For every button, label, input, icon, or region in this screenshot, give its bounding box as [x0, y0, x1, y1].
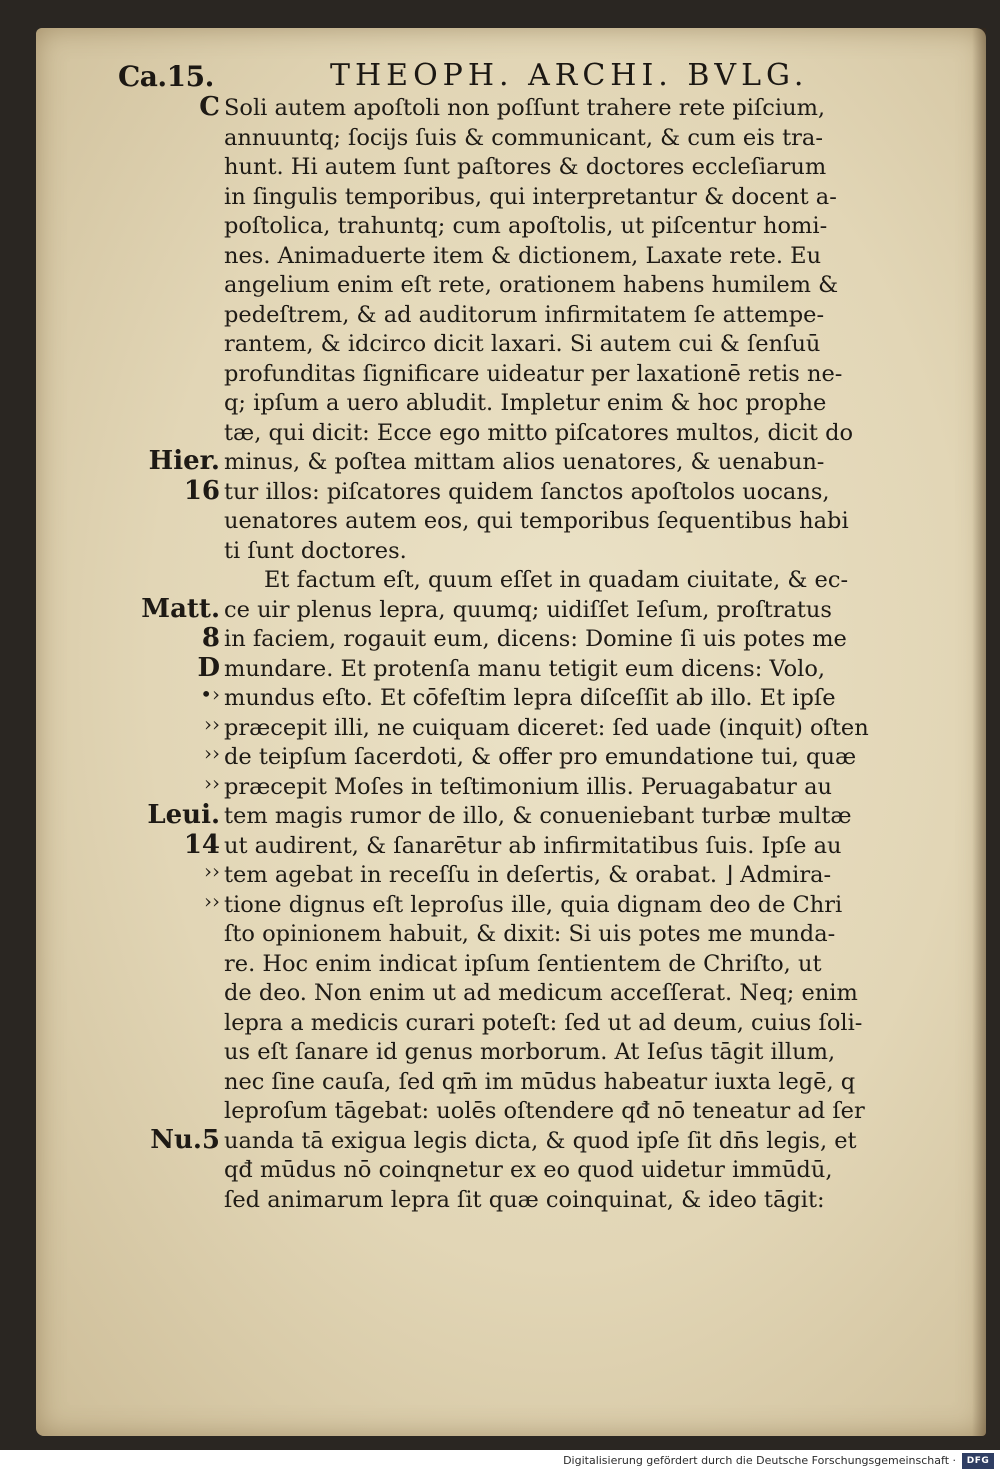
text-line: uanda tā exigua legis dicta, & quod ipſe ſit dn̄s legis, et: [224, 1127, 857, 1154]
chapter-reference: Ca.15.: [118, 60, 214, 93]
text-line: de deo. Non enim ut ad medicum acceſſerat. Neq; enim: [224, 980, 858, 1006]
page-edge-shadow: [972, 28, 986, 1436]
text-line: q; ipſum a uero abludit. Impletur enim & hoc prophe: [224, 390, 827, 416]
text-line: ſed animarum lepra ſit quæ coinquinat, & ideo tāgit:: [224, 1186, 825, 1213]
text-line: tæ, qui dicit: Ecce ego mitto piſcatores multos, dicit do: [224, 419, 854, 446]
margin-notes-column: [100, 94, 230, 1294]
text-line: profunditas ſignificare uideatur per laxationē retis ne-: [224, 360, 843, 387]
dfg-logo: DFG: [962, 1453, 994, 1469]
text-line: annuuntq; ſocijs ſuis & communicant, & cum eis tra-: [224, 124, 823, 151]
text-line: in ſingulis temporibus, qui interpretantur & docent a-: [224, 183, 837, 210]
text-line: poſtolica, trahuntq; cum apoſtolis, ut piſcentur homi-: [224, 213, 828, 239]
text-line: tione dignus eſt leproſus ille, quia dignam deo de Chri: [224, 891, 843, 918]
text-line: ti ſunt doctores.: [224, 537, 407, 564]
margin-note: ››: [204, 888, 220, 913]
margin-note: Leui.: [147, 800, 220, 830]
text-line: pedeſtrem, & ad auditorum infirmitatem ſe attempe-: [224, 301, 825, 328]
text-line: re. Hoc enim indicat ipſum ſentientem de Chriſto, ut: [224, 950, 822, 977]
text-line: uenatores autem eos, qui temporibus ſequentibus habi: [224, 508, 849, 534]
margin-note: ››: [204, 770, 220, 795]
margin-note: Hier.: [148, 446, 220, 476]
text-line: mundus eſto. Et cōfeſtim lepra diſceſſit ab illo. Et ipſe: [224, 685, 836, 711]
margin-note: 8: [201, 623, 220, 653]
funding-credit: Digitalisierung gefördert durch die Deutsche Forschungsgemeinschaft ·: [563, 1454, 956, 1467]
text-line: us eſt ſanare id genus morborum. At Ieſus tāgit illum,: [224, 1039, 836, 1065]
page-header: [0, 44, 1000, 94]
text-line: ce uir plenus lepra, quumq; uidiſſet Ieſum, proſtratus: [224, 596, 832, 623]
margin-note: ››: [204, 711, 220, 736]
text-line: mundare. Et protenſa manu tetigit eum dicens: Volo,: [224, 655, 826, 682]
margin-note: D: [197, 652, 220, 683]
text-line: tur illos: piſcatores quidem ſanctos apoſtolos uocans,: [224, 478, 830, 505]
text-line: nec ſine cauſa, ſed qm̄ im mūdus habeatur iuxta legē, q: [224, 1068, 856, 1095]
text-line: de teipſum ſacerdoti, & offer pro emundatione tui, quæ: [224, 744, 857, 770]
text-line: ut audirent, & ſanarētur ab infirmitatibus ſuis. Ipſe au: [224, 832, 842, 859]
margin-note: Matt.: [141, 593, 220, 624]
margin-note: ››: [204, 859, 220, 883]
margin-note: C: [199, 92, 220, 122]
text-line: Soli autem apoſtoli non poſſunt trahere rete piſcium,: [224, 95, 826, 121]
margin-note: Nu.5: [150, 1124, 220, 1155]
digitization-footer: [0, 1450, 1000, 1474]
text-line: leproſum tāgebat: uolēs oſtendere qđ nō teneatur ad ſer: [224, 1098, 865, 1124]
margin-note: 16: [183, 475, 220, 506]
text-line: Et factum eſt, quum eſſet in quadam ciuitate, & ec-: [264, 567, 849, 593]
running-title: THEOPH. ARCHI. BVLG.: [330, 58, 809, 93]
text-line: hunt. Hi autem ſunt paſtores & doctores eccleſiarum: [224, 154, 827, 180]
text-line: tem agebat in receſſu in deſertis, & orabat. ⌋ Admira-: [224, 862, 832, 888]
text-line: angelium enim eſt rete, orationem habens humilem &: [224, 272, 839, 298]
text-line: tem magis rumor de illo, & conueniebant turbæ multæ: [224, 803, 852, 829]
text-line: rantem, & idcirco dicit laxari. Si autem cui & ſenſuū: [224, 331, 821, 357]
margin-note: ››: [204, 741, 220, 765]
text-line: qđ mūdus nō coinqnetur ex eo quod uidetur immūdū,: [224, 1157, 833, 1183]
text-line: in faciem, rogauit eum, dicens: Domine ſi uis potes me: [224, 626, 847, 652]
text-line: lepra a medicis curari poteſt: ſed ut ad deum, cuius ſoli-: [224, 1009, 863, 1036]
margin-note: •›: [200, 682, 220, 706]
text-line: ſto opinionem habuit, & dixit: Si uis potes me munda-: [224, 921, 836, 947]
text-line: præcepit Moſes in teſtimonium illis. Peruagabatur au: [224, 773, 832, 800]
text-line: minus, & poſtea mittam alios uenatores, & uenabun-: [224, 449, 825, 475]
main-text-block: [224, 94, 940, 1215]
text-line: præcepit illi, ne cuiquam diceret: ſed uade (inquit) oſten: [224, 714, 869, 741]
margin-note: 14: [183, 829, 220, 860]
text-line: nes. Animaduerte item & dictionem, Laxate rete. Eu: [224, 242, 822, 269]
